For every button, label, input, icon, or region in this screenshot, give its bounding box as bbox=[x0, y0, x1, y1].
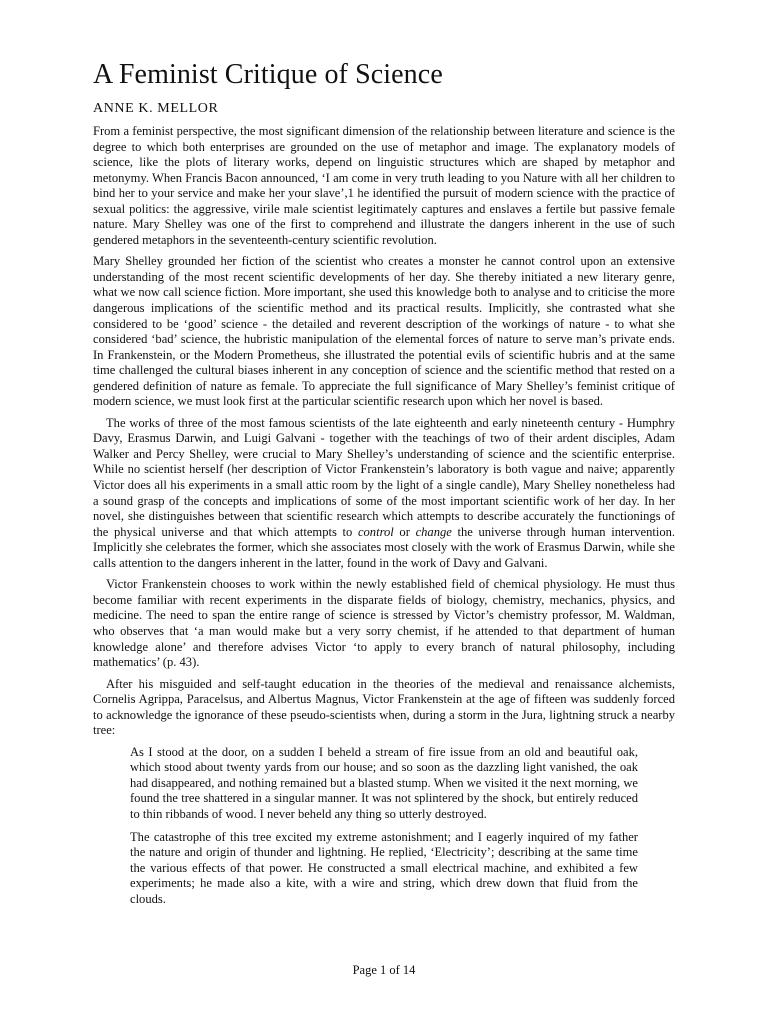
paragraph-3 bbox=[93, 416, 675, 571]
author-name: ANNE K. MELLOR bbox=[93, 101, 219, 116]
document-title: A Feminist Critique of Science bbox=[93, 59, 443, 90]
emphasis-change: change bbox=[415, 524, 452, 539]
quote-paragraph-2: The catastrophe of this tree excited my extreme astonishment; and I eagerly inquired of my father the nature and origin of thunder and lightning. He replied, ‘Electricity’; describing at the same time the various effects of that power. He constructed a small electrical machine, and exhibited a few experiments; he made also a kite, with a wire and string, which drew down that fluid from the clouds. bbox=[130, 829, 638, 906]
paragraph-3-text: the universe through human intervention. Implicitly she celebrates the former, which she associates most closely with the work of Erasmus Darwin, while she calls attention to the dangers inherent in the latter, found in the work of Davy and Galvani. bbox=[93, 524, 675, 570]
paragraph-2: Mary Shelley grounded her fiction of the scientist who creates a monster he cannot control upon an extensive understanding of the most recent scientific developments of her day. She thereby initiated a new literary genre, what we now call science fiction. More important, she used this knowledge both to analyse and to criticise the more dangerous implications of the scientific method and its practical results. Implicitly, she contrasted what she considered to be ‘good’ science - the detailed and reverent description of the workings of nature - to what she considered ‘bad’ science, the hubristic manipulation of the elemental forces of nature to serve man’s private ends. In Frankenstein, or the Modern Prometheus, she illustrated the potential evils of scientific hubris and at the same time challenged the cultural biases inherent in any conception of science and the scientific method that rested on a gendered definition of nature as female. To appreciate the full significance of Mary Shelley’s feminist critique of modern science, we must look first at the particular scientific research upon which her novel is based. bbox=[93, 254, 675, 409]
paragraph-3-text: or bbox=[393, 524, 416, 539]
paragraph-3-text: The works of three of the most famous scientists of the late eighteenth and early nineteenth century - Humphry Davy, Erasmus Darwin, and Luigi Galvani - together with the teachings of two of their ardent disciples, Adam Walker and Percy Shelley, were crucial to Mary Shelley’s understanding of science and the scientific enterprise. While no scientist herself (her description of Victor Frankenstein’s laboratory is both vague and naive; apparently Victor does all his experiments in a small attic room by the light of a single candle), Mary Shelley nonetheless had a sound grasp of the concepts and implications of some of the most important scientific work of her day. In her novel, she distinguishes between that scientific research which attempts to describe accurately the functionings of the physical universe and that which attempts to bbox=[93, 415, 675, 539]
paragraph-5: After his misguided and self-taught education in the theories of the medieval and renaissance alchemists, Cornelis Agrippa, Paracelsus, and Albertus Magnus, Victor Frankenstein at the age of fifteen was suddenly forced to acknowledge the ignorance of these pseudo-scientists when, during a storm in the Jura, lightning struck a nearby tree: bbox=[93, 676, 675, 738]
document-page bbox=[93, 58, 675, 914]
page-number: Page 1 of 14 bbox=[352, 963, 416, 977]
quote-paragraph-1: As I stood at the door, on a sudden I beheld a stream of fire issue from an old and beautiful oak, which stood about twenty yards from our house; and so soon as the dazzling light vanished, the oak had disappeared, and nothing remained but a blasted stump. When we visited it the next morning, we found the tree shattered in a singular manner. It was not splintered by the shock, but entirely reduced to thin ribbands of wood. I never beheld any thing so utterly destroyed. bbox=[130, 744, 638, 821]
emphasis-control: control bbox=[357, 524, 394, 539]
paragraph-1: From a feminist perspective, the most significant dimension of the relationship between literature and science is the degree to which both enterprises are grounded on the use of metaphor and image. The explanatory models of science, like the plots of literary works, depend on linguistic structures which are shaped by metaphor and metonymy. When Francis Bacon announced, ‘I am come in very truth leading to you Nature with all her children to bind her to your service and make her your slave’,1 he identified the pursuit of modern science with the practice of sexual politics: the aggressive, virile male scientist legitimately captures and enslaves a fertile but passive female nature. Mary Shelley was one of the first to comprehend and illustrate the dangers inherent in the use of such gendered metaphors in the seventeenth-century scientific revolution. bbox=[93, 124, 675, 247]
paragraph-4: Victor Frankenstein chooses to work within the newly established field of chemical physiology. He must thus become familiar with recent experiments in the disparate fields of biology, chemistry, mechanics, physics, and medicine. The need to span the entire range of science is stressed by Victor’s chemistry professor, M. Waldman, who observes that ‘a man would make but a very sorry chemist, if he attended to that department of human knowledge alone’ and therefore advises Victor ‘to apply to every branch of natural philosophy, including mathematics’ (p. 43). bbox=[93, 577, 675, 670]
block-quote bbox=[130, 745, 638, 907]
